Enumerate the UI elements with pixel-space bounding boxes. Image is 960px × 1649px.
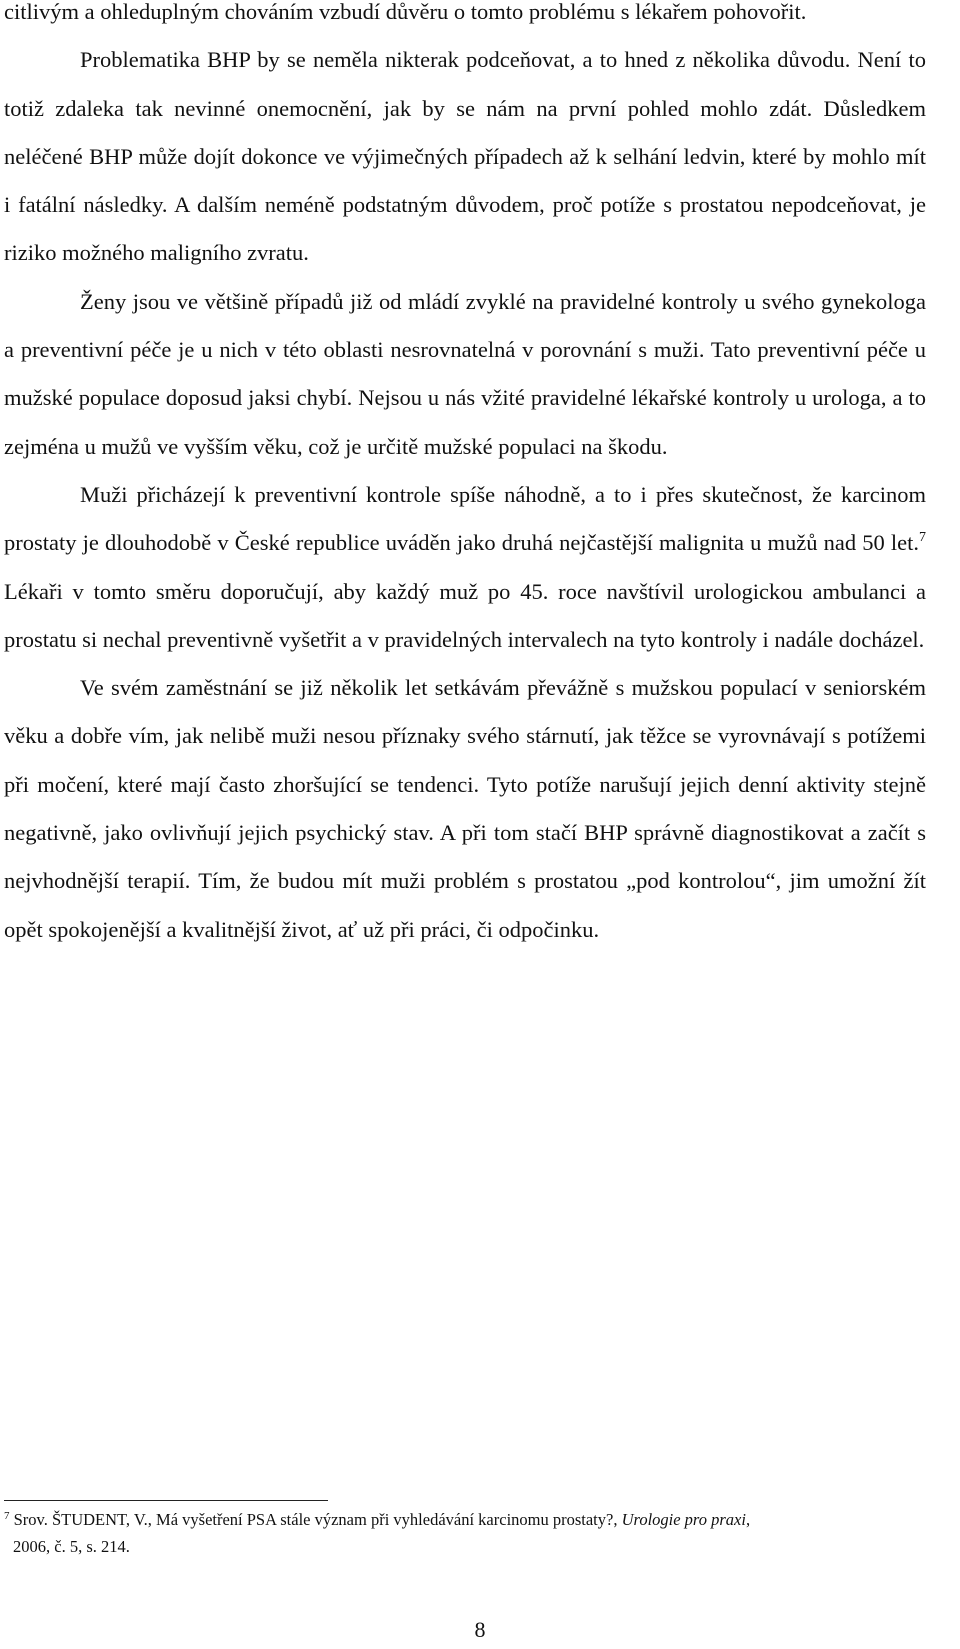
footnote-text-tail: , <box>745 1510 751 1529</box>
paragraph-2 <box>4 278 926 471</box>
footnote-mark: 7 <box>4 1510 10 1522</box>
paragraph-1 <box>4 36 926 277</box>
body-text <box>4 0 926 954</box>
page-number: 8 <box>474 1617 486 1642</box>
paragraph-text: Problematika BHP by se neměla nikterak podceňovat, a to hned z několika důvodu. Není to totiž zdaleka tak nevinné onemocnění, jak by se nám na první pohled mohlo zdát. Důsledkem neléčené BHP může dojít dokonce ve výjimečných případech až k selhání ledvin, které by mohlo mít i fatální následky. A dalším neméně podstatným důvodem, proč potíže s prostatou nepodceňovat, je riziko možného maligního zvratu. <box>4 47 926 266</box>
footnote-continuation: 2006, č. 5, s. 214. <box>13 1537 130 1556</box>
paragraph-text: Ve svém zaměstnání se již několik let setkávám převážně s mužskou populací v seniorském věku a dobře vím, jak nelibě muži nesou příznaky svého stárnutí, jak těžce se vyrovnávají s potížemi při močení, které mají často zhoršující se tendenci. Tyto potíže narušují jejich denní aktivity stejně negativně, jako ovlivňují jejich psychický stav. A při tom stačí BHP správně diagnostikovat a začít s nejvhodnější terapií. Tím, že budou mít muži problém s prostatou „pod kontrolou“, jim umožní žít opět spokojenější a kvalitnější život, ať už při práci, či odpočinku. <box>4 675 926 942</box>
paragraph-text: Ženy jsou ve většině případů již od mládí zvyklé na pravidelné kontroly u svého gynekologa a preventivní péče je u nich v této oblasti nesrovnatelná v porovnání s muži. Tato preventivní péče u mužské populace doposud jaksi chybí. Nejsou u nás vžité pravidelné lékařské kontroly u urologa, a to zejména u mužů ve vyšším věku, což je určitě mužské populaci na škodu. <box>4 288 926 459</box>
footnote <box>4 1506 926 1560</box>
paragraph-text-after-reference: Lékaři v tomto směru doporučují, aby každý muž po 45. roce navštívil urologickou ambulanci a prostatu si nechal preventivně vyšetřit a v pravidelných intervalech na tyto kontroly i nadále docházel. <box>4 578 926 652</box>
footnote-separator <box>4 1500 328 1501</box>
paragraph-text: citlivým a ohleduplným chováním vzbudí důvěru o tomto problému s lékařem pohovořit. <box>4 0 807 24</box>
paragraph-4 <box>4 664 926 954</box>
footnote-text: Srov. ŠTUDENT, V., Má vyšetření PSA stále význam při vyhledávání karcinomu prostaty?, <box>9 1510 622 1529</box>
paragraph-0 <box>4 0 926 36</box>
footnote-reference: 7 <box>919 530 926 546</box>
paragraph-text-before-reference: Muži přicházejí k preventivní kontrole spíše náhodně, a to i přes skutečnost, že karcinom prostaty je dlouhodobě v České republice uváděn jako druhá nejčastější malignita u mužů nad 50 let. <box>4 481 926 556</box>
footnote-journal: Urologie pro praxi <box>621 1510 746 1529</box>
paragraph-3 <box>4 471 926 664</box>
